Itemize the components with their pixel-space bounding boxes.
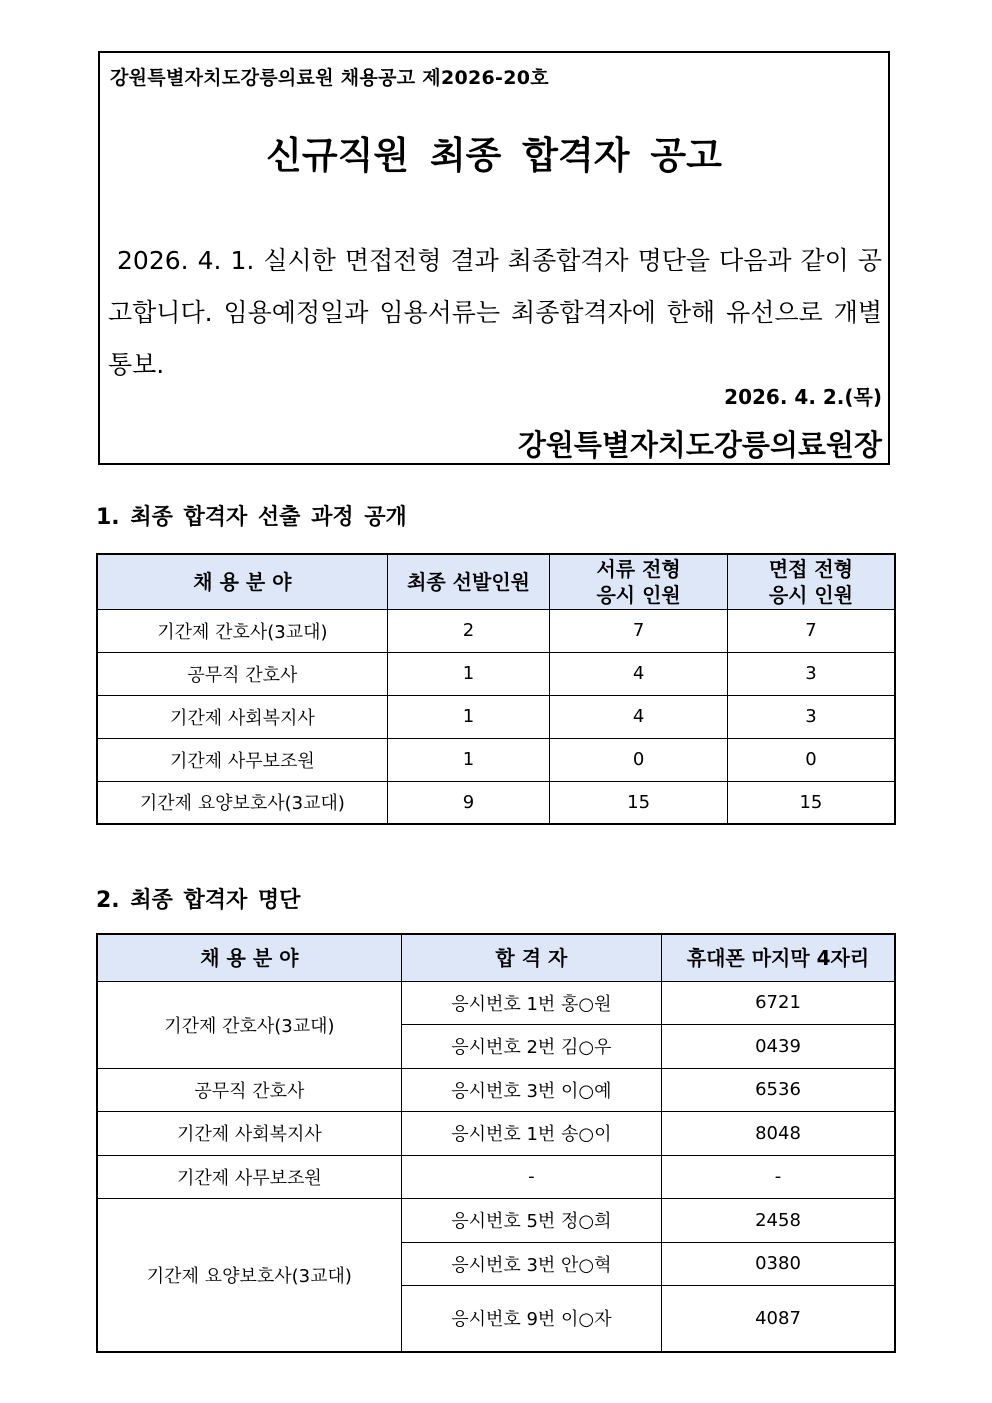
cell-field: 기간제 간호사(3교대)	[97, 609, 387, 652]
cell-passer: 응시번호 1번 송○이	[401, 1112, 661, 1156]
notice-title: 신규직원 최종 합격자 공고	[266, 134, 722, 177]
cell-phone: 6536	[662, 1068, 895, 1112]
table-row	[97, 1068, 895, 1112]
table-header-row	[97, 554, 895, 609]
header-field: 채 용 분 야	[97, 934, 401, 981]
notice-issuer: 강원특별자치도강릉의료원장	[517, 428, 882, 462]
cell-final-count: 1	[387, 738, 550, 781]
notice-box	[98, 51, 890, 465]
cell-interview-count: 7	[727, 609, 895, 652]
cell-field: 기간제 사회복지사	[97, 1112, 401, 1156]
header-final-count: 최종 선발인원	[387, 554, 550, 609]
cell-document-count: 15	[550, 781, 728, 824]
cell-field: 기간제 사회복지사	[97, 695, 387, 738]
cell-phone: 0380	[662, 1242, 895, 1286]
header-interview-line1: 면접 전형	[768, 556, 854, 581]
cell-document-count: 4	[550, 695, 728, 738]
table-row	[97, 695, 895, 738]
section-heading-final-list: 2. 최종 합격자 명단	[96, 888, 301, 913]
notice-body	[108, 235, 882, 391]
cell-interview-count: 3	[727, 652, 895, 695]
cell-passer: 응시번호 1번 홍○원	[401, 981, 661, 1025]
cell-document-count: 0	[550, 738, 728, 781]
selection-process-table	[96, 553, 896, 825]
header-passer: 합 격 자	[401, 934, 661, 981]
cell-field: 기간제 사무보조원	[97, 1155, 401, 1199]
cell-phone: 0439	[662, 1025, 895, 1069]
cell-passer: 응시번호 9번 이○자	[401, 1286, 661, 1352]
header-document-line1: 서류 전형	[596, 556, 681, 581]
cell-passer: 응시번호 5번 정○희	[401, 1199, 661, 1243]
header-phone-last4: 휴대폰 마지막 4자리	[662, 934, 895, 981]
cell-passer: 응시번호 3번 이○예	[401, 1068, 661, 1112]
cell-document-count: 4	[550, 652, 728, 695]
cell-phone: 2458	[662, 1199, 895, 1243]
cell-final-count: 1	[387, 695, 550, 738]
cell-phone: -	[662, 1155, 895, 1199]
cell-passer: 응시번호 3번 안○혁	[401, 1242, 661, 1286]
cell-passer: -	[401, 1155, 661, 1199]
cell-field: 기간제 사무보조원	[97, 738, 387, 781]
table-row	[97, 609, 895, 652]
cell-field: 기간제 간호사(3교대)	[97, 981, 401, 1068]
table-row	[97, 652, 895, 695]
cell-phone: 8048	[662, 1112, 895, 1156]
notice-body-text: 2026. 4. 1. 실시한 면접전형 결과 최종합격자 명단을 다음과 같이 공고합니다. 임용예정일과 임용서류는 최종합격자에 한해 유선으로 개별통보.	[108, 246, 882, 379]
section-heading-selection-process: 1. 최종 합격자 선출 과정 공개	[96, 505, 407, 530]
table-row	[97, 781, 895, 824]
cell-field: 기간제 요양보호사(3교대)	[97, 1199, 401, 1352]
header-document-line2: 응시 인원	[596, 582, 681, 607]
table-row	[97, 738, 895, 781]
table-header-row	[97, 934, 895, 981]
cell-document-count: 7	[550, 609, 728, 652]
table-row	[97, 1112, 895, 1156]
table-row	[97, 981, 895, 1025]
header-document-screening	[550, 554, 728, 609]
notice-date: 2026. 4. 2.(목)	[724, 385, 882, 409]
cell-final-count: 9	[387, 781, 550, 824]
header-interview-line2: 응시 인원	[768, 582, 854, 607]
cell-phone: 6721	[662, 981, 895, 1025]
cell-interview-count: 3	[727, 695, 895, 738]
cell-field: 공무직 간호사	[97, 652, 387, 695]
cell-passer: 응시번호 2번 김○우	[401, 1025, 661, 1069]
notice-number: 강원특별자치도강릉의료원 채용공고 제2026-20호	[110, 67, 549, 89]
table-row	[97, 1155, 895, 1199]
cell-interview-count: 15	[727, 781, 895, 824]
cell-final-count: 2	[387, 609, 550, 652]
cell-final-count: 1	[387, 652, 550, 695]
cell-field: 공무직 간호사	[97, 1068, 401, 1112]
header-field: 채 용 분 야	[97, 554, 387, 609]
cell-phone: 4087	[662, 1286, 895, 1352]
final-passers-table	[96, 933, 896, 1353]
cell-interview-count: 0	[727, 738, 895, 781]
cell-field: 기간제 요양보호사(3교대)	[97, 781, 387, 824]
table-row	[97, 1199, 895, 1243]
header-interview-screening	[727, 554, 895, 609]
